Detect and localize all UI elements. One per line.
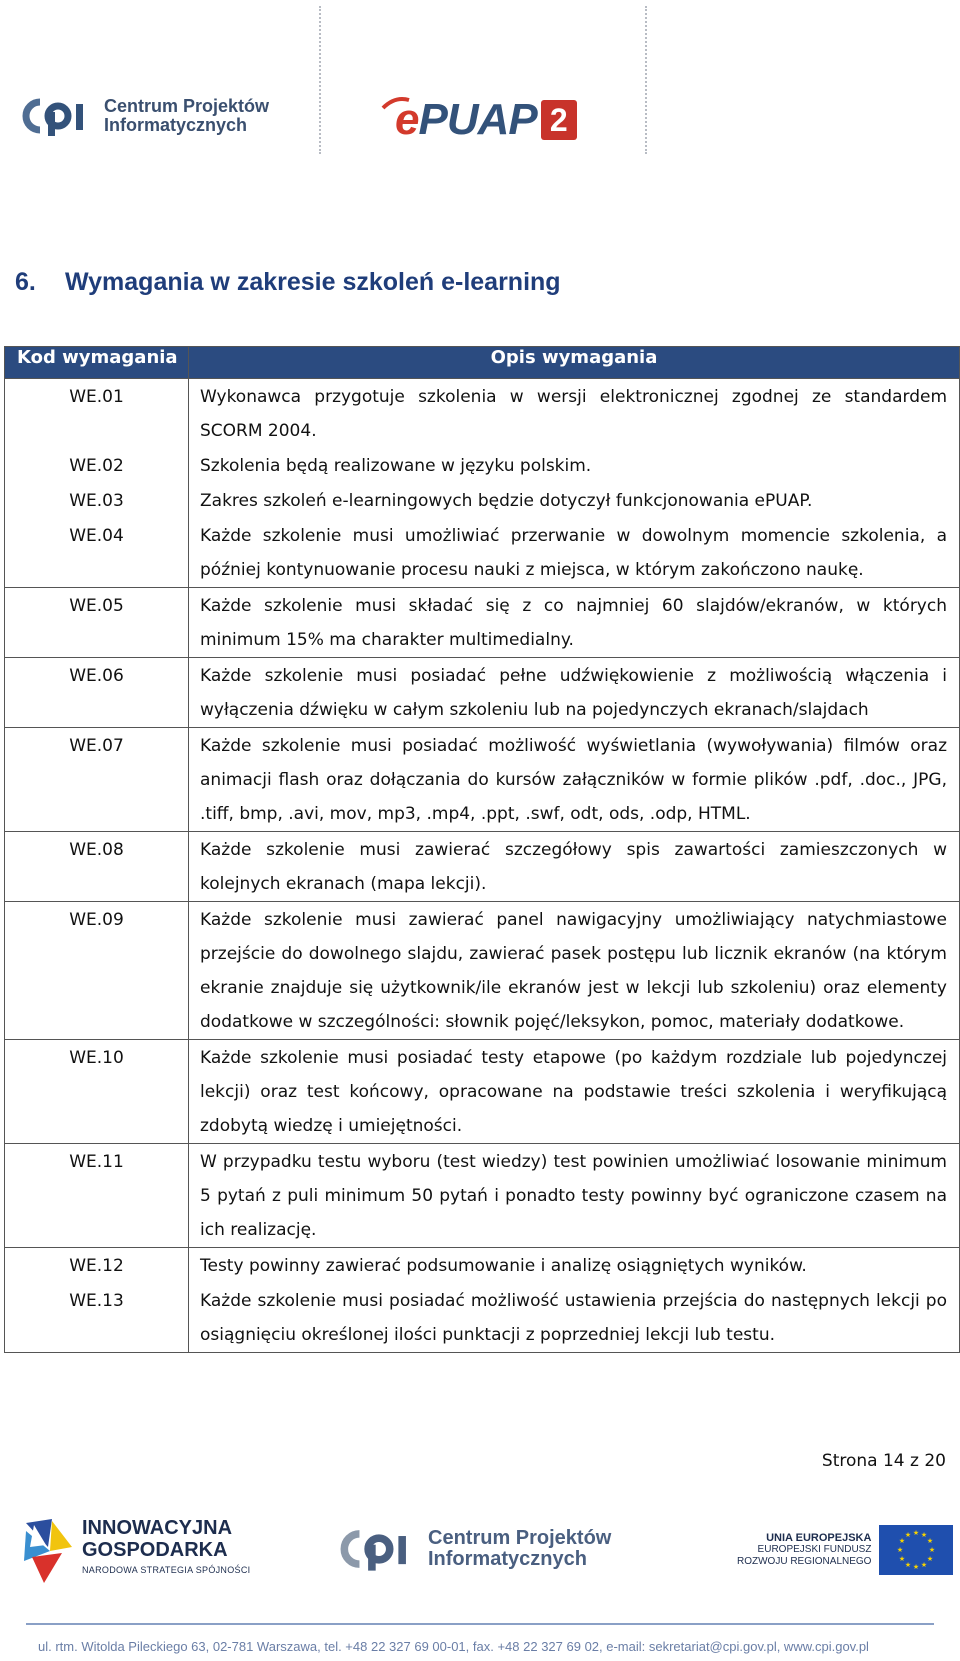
table-row (5, 658, 960, 728)
cpi-logo-text (104, 97, 269, 135)
svg-text:★: ★ (927, 1555, 934, 1563)
column-header-code: Kod wymagania (5, 347, 189, 379)
requirement-code: WE.07 (5, 728, 189, 832)
epuap-logo (395, 95, 577, 144)
innowacyjna-line1: INNOWACYJNA (82, 1517, 233, 1539)
footer-address: ul. rtm. Witolda Pileckiego 63, 02-781 Warszawa, tel. +48 22 327 69 00-01, fax. +48 22 327 69 02, e-mail: sekretariat@cpi.gov.pl, www.cpi.gov.pl (38, 1639, 869, 1654)
requirement-code: WE.13 (5, 1283, 189, 1353)
svg-text:★: ★ (929, 1546, 936, 1554)
requirement-description: Każde szkolenie musi posiadać możliwość ustawienia przejścia do następnych lekcji po osiągnięciu określonej ilości punktacji z poprzedniej lekcji lub testu. (189, 1283, 960, 1353)
requirement-description: Każde szkolenie musi posiadać możliwość wyświetlania (wywoływania) filmów oraz animacji flash oraz dołączania do kursów załączników w formie plików .pdf, .doc., JPG, .tiff, bmp, .avi, mov, mp3, .mp4, .ppt, .swf, odt, ods, .odp, HTML. (189, 728, 960, 832)
header-divider (319, 6, 321, 154)
requirement-description: Testy powinny zawierać podsumowanie i analizę osiągniętych wyników. (189, 1248, 960, 1284)
cpi-footer-logo-icon (340, 1527, 420, 1571)
footer-divider (26, 1623, 934, 1625)
requirements-table (4, 346, 960, 1353)
cpi-footer-logo (340, 1527, 611, 1571)
star-logo-icon (22, 1517, 74, 1587)
header-divider (645, 6, 647, 154)
requirement-code: WE.06 (5, 658, 189, 728)
cpi-logo-icon (22, 96, 96, 136)
innowacyjna-text (82, 1517, 250, 1575)
innowacyjna-line2: GOSPODARKA (82, 1539, 228, 1561)
epuap-logo-e: e (395, 95, 419, 144)
requirement-code: WE.03 (5, 483, 189, 518)
svg-text:★: ★ (913, 1529, 920, 1537)
eu-line2: EUROPEJSKI FUNDUSZ (757, 1544, 872, 1555)
svg-text:★: ★ (897, 1546, 904, 1554)
table-row (5, 1248, 960, 1284)
requirement-code: WE.04 (5, 518, 189, 588)
cpi-footer-logo-text (428, 1528, 611, 1570)
cpi-footer-line2: Informatycznych (428, 1548, 587, 1570)
table-row (5, 588, 960, 658)
epuap-logo-word (395, 95, 537, 144)
innowacyjna-line3: NARODOWA STRATEGIA SPÓJNOŚCI (82, 1565, 251, 1575)
eu-line1: UNIA EUROPEJSKA (766, 1532, 872, 1544)
svg-text:★: ★ (905, 1561, 912, 1569)
svg-text:★: ★ (921, 1531, 928, 1539)
cpi-footer-line1: Centrum Projektów (428, 1527, 612, 1549)
table-row (5, 379, 960, 449)
requirement-code: WE.09 (5, 902, 189, 1040)
cpi-logo-line2: Informatycznych (104, 115, 248, 135)
requirement-description: Każde szkolenie musi posiadać pełne udźwiękowienie z możliwością włączenia i wyłączenia dźwięku w całym szkoleniu lub na pojedynczych ekranach/slajdach (189, 658, 960, 728)
epuap-swoosh-icon (381, 96, 411, 110)
svg-text:★: ★ (905, 1531, 912, 1539)
svg-text:★: ★ (927, 1537, 934, 1545)
section-title: Wymagania w zakresie szkoleń e-learning (65, 268, 561, 296)
requirement-code: WE.01 (5, 379, 189, 449)
requirement-description: Każde szkolenie musi zawierać panel nawigacyjny umożliwiający natychmiastowe przejście do dowolnego slajdu, zawierać pasek postępu lub licznik ekranów (na którym ekranie znajduje się użytkownik/ile ekranów jest w lekcji lub szkoleniu) oraz elementy dodatkowe w szczególności: słownik pojęć/leksykon, pomoc, materiały dodatkowe. (189, 902, 960, 1040)
eu-line3: ROZWOJU REGIONALNEGO (737, 1556, 872, 1567)
requirement-code: WE.05 (5, 588, 189, 658)
requirement-code: WE.08 (5, 832, 189, 902)
table-row (5, 1144, 960, 1248)
eu-logo (737, 1525, 953, 1575)
svg-text:★: ★ (913, 1563, 920, 1571)
requirement-description: Każde szkolenie musi posiadać testy etapowe (po każdym rozdziale lub pojedynczej lekcji) oraz test końcowy, opracowane na podstawie treści szkolenia i weryfikującą zdobytą wiedzę i umiejętności. (189, 1040, 960, 1144)
requirement-description: W przypadku testu wyboru (test wiedzy) test powinien umożliwiać losowanie minimum 5 pytań z puli minimum 50 pytań i ponadto testy powinny być ograniczone czasem na ich realizację. (189, 1144, 960, 1248)
cpi-logo (22, 96, 269, 136)
epuap-logo-number: 2 (541, 100, 577, 140)
requirement-description: Zakres szkoleń e-learningowych będzie dotyczył funkcjonowania ePUAP. (189, 483, 960, 518)
table-row (5, 1040, 960, 1144)
eu-flag-icon (879, 1525, 953, 1575)
requirement-code: WE.10 (5, 1040, 189, 1144)
table-row (5, 483, 960, 518)
table-row (5, 1283, 960, 1353)
section-heading (15, 268, 561, 297)
svg-text:★: ★ (899, 1537, 906, 1545)
cpi-logo-mark (22, 96, 96, 136)
table-row (5, 902, 960, 1040)
eu-logo-text (737, 1532, 871, 1568)
requirement-code: WE.11 (5, 1144, 189, 1248)
table-row (5, 728, 960, 832)
table-row (5, 832, 960, 902)
svg-text:★: ★ (899, 1555, 906, 1563)
cpi-logo-line1: Centrum Projektów (104, 96, 270, 116)
table-row (5, 518, 960, 588)
table-header-row (5, 347, 960, 379)
svg-text:★: ★ (921, 1561, 928, 1569)
requirement-description: Każde szkolenie musi umożliwiać przerwanie w dowolnym momencie szkolenia, a później kontynuowanie procesu nauki z miejsca, w którym zakończono naukę. (189, 518, 960, 588)
page-number: Strona 14 z 20 (821, 1451, 946, 1471)
requirement-code: WE.02 (5, 448, 189, 483)
requirement-code: WE.12 (5, 1248, 189, 1284)
innowacyjna-gospodarka-logo (22, 1517, 250, 1587)
epuap-logo-puap: PUAP (418, 95, 537, 144)
requirement-description: Każde szkolenie musi składać się z co najmniej 60 slajdów/ekranów, w których minimum 15% ma charakter multimedialny. (189, 588, 960, 658)
column-header-description: Opis wymagania (189, 347, 960, 379)
section-number: 6. (15, 268, 36, 296)
requirement-description: Szkolenia będą realizowane w języku polskim. (189, 448, 960, 483)
requirement-description: Wykonawca przygotuje szkolenia w wersji elektronicznej zgodnej ze standardem SCORM 2004. (189, 379, 960, 449)
requirement-description: Każde szkolenie musi zawierać szczegółowy spis zawartości zamieszczonych w kolejnych ekranach (mapa lekcji). (189, 832, 960, 902)
table-row (5, 448, 960, 483)
